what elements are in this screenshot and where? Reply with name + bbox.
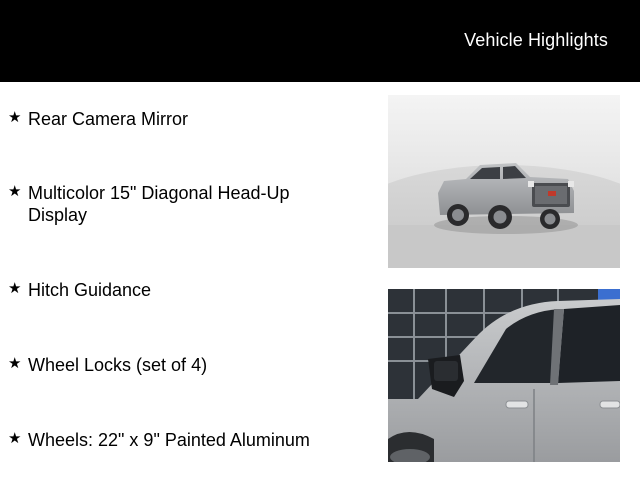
feature-label: Hitch Guidance: [28, 280, 152, 300]
truck-side-detail-photo: [388, 289, 620, 462]
feature-label: Wheels: 22" x 9" Painted Aluminum: [28, 430, 310, 450]
feature-item: [8, 182, 338, 226]
star-icon: ★: [8, 430, 22, 447]
feature-label: Multicolor 15" Diagonal Head-Up Display: [28, 183, 290, 225]
star-icon: ★: [8, 183, 22, 200]
star-icon: ★: [8, 109, 22, 126]
feature-label: Rear Camera Mirror: [28, 109, 189, 129]
star-icon: ★: [8, 355, 22, 372]
feature-item: [8, 279, 338, 301]
feature-label: Wheel Locks (set of 4): [28, 355, 208, 375]
feature-item: [8, 108, 338, 130]
star-icon: ★: [8, 280, 22, 297]
feature-item: [8, 429, 338, 451]
feature-item: [8, 354, 338, 376]
truck-exterior-photo: [388, 95, 620, 268]
page-title: Vehicle Highlights: [464, 30, 608, 50]
